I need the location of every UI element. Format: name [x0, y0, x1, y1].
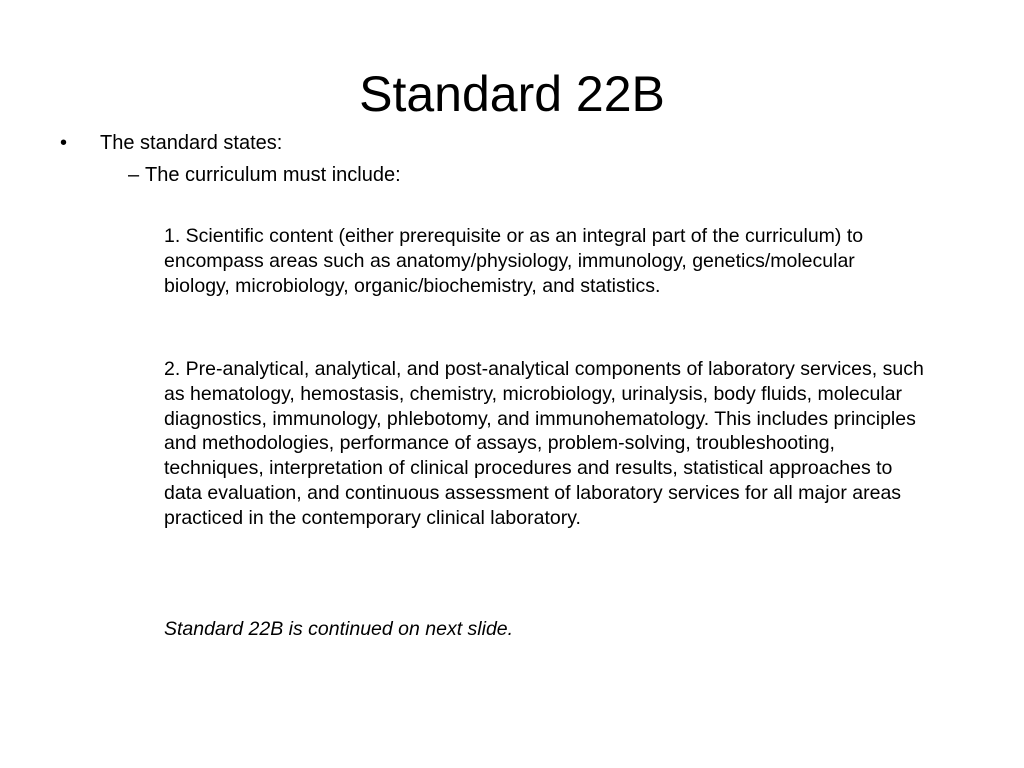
bullet-marker: •: [60, 132, 68, 154]
paragraph-laboratory-components: 2. Pre-analytical, analytical, and post-analytical components of laboratory services, such as hematology, hemostasis, chemistry, microbiology, urinalysis, body fluids, molecular diagnostics, immunology, phlebotomy, and immunohematology. This includes principles and methodologies, performance of assays, problem-solving, troubleshooting, techniques, interpretation of clinical procedures and results, statistical approaches to data evaluation, and continuous assessment of laboratory services for all major areas practiced in the contemporary clinical laboratory.: [164, 358, 924, 529]
bullet-text: The standard states:: [100, 132, 283, 154]
paragraph-scientific-content: 1. Scientific content (either prerequisite or as an integral part of the curriculum) to encompass areas such as anatomy/physiology, immunology, genetics/molecular biology, microbiology, organic/biochemistry, and statistics.: [164, 225, 864, 297]
slide-title: Standard 22B: [359, 66, 665, 122]
continued-note: Standard 22B is continued on next slide.: [164, 618, 514, 640]
sub-bullet-text: The curriculum must include:: [145, 164, 401, 186]
dash-marker: –: [128, 164, 140, 186]
